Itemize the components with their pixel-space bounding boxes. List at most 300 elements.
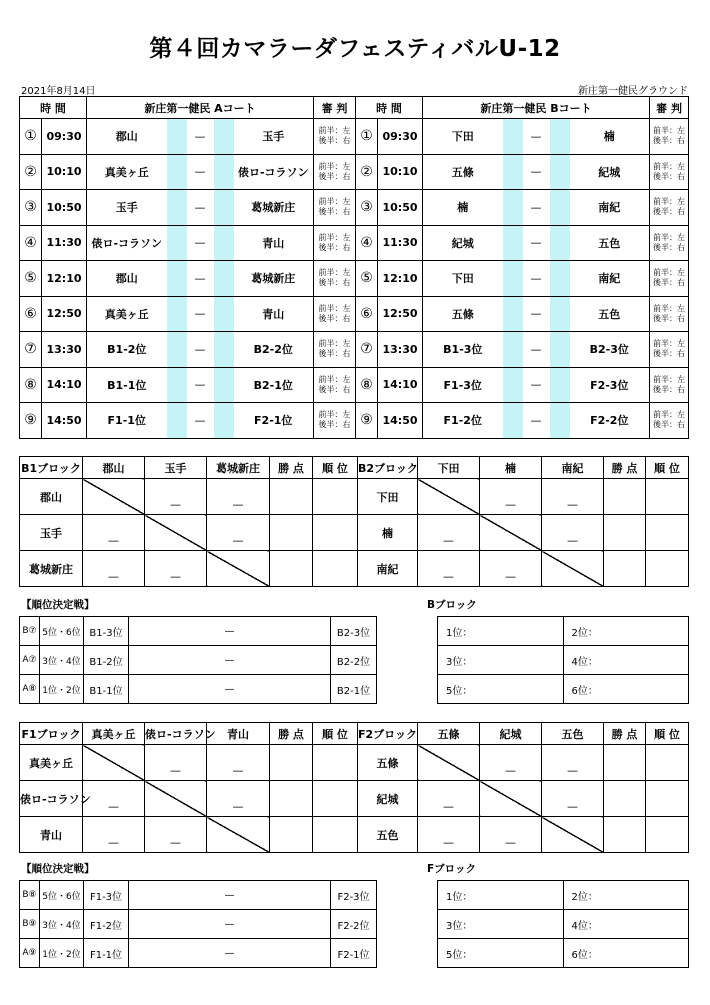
vs-dash: — <box>523 190 550 226</box>
league-row <box>358 515 689 551</box>
referee-cell <box>650 261 689 297</box>
vs-dash: — <box>187 296 214 332</box>
ref-second-half: 後半：右 <box>318 278 351 288</box>
f-final-table <box>19 880 377 968</box>
match-number: ⑥ <box>356 296 378 332</box>
score-away-cell <box>214 367 234 403</box>
rank-cell <box>313 479 358 515</box>
result-cell: — <box>418 551 480 587</box>
row-team: 俵ロ-コラソン <box>20 781 83 817</box>
vs-dash: — <box>523 296 550 332</box>
block-name: F2ブロック <box>358 723 418 745</box>
court-a-header: 新庄第一健民 Aコート <box>87 97 314 119</box>
placement-label: 5位・6位 <box>40 881 84 910</box>
vs-dash: — <box>129 910 331 939</box>
schedule-row <box>20 403 689 439</box>
rank-cell <box>313 515 358 551</box>
match-number: ④ <box>356 225 378 261</box>
league-row <box>358 781 689 817</box>
rank-header: 順 位 <box>313 723 358 745</box>
rank-row <box>438 910 689 939</box>
match-time: 12:10 <box>42 261 87 297</box>
points-cell <box>604 515 646 551</box>
column-team: 郡山 <box>83 457 145 479</box>
placement-label: 5位・6位 <box>40 617 84 646</box>
f-block-label: Fブロック <box>427 863 476 875</box>
self-match-diagonal <box>480 515 542 551</box>
ref-second-half: 後半：右 <box>653 242 686 252</box>
vs-dash: — <box>129 675 331 704</box>
ref-second-half: 後半：右 <box>653 171 686 181</box>
vs-dash: — <box>187 190 214 226</box>
ref-second-half: 後半：右 <box>318 349 351 359</box>
referee-cell <box>650 154 689 190</box>
rank-slot: 4位： <box>563 910 689 939</box>
score-home-cell <box>167 261 187 297</box>
final-home-team: B1-2位 <box>84 646 129 675</box>
home-team: 五條 <box>423 296 503 332</box>
league-row <box>358 817 689 853</box>
final-match-row <box>20 939 377 968</box>
match-time: 14:50 <box>378 403 423 439</box>
b-final-label: 【順位決定戦】 <box>21 599 95 611</box>
match-code: A⑨ <box>20 939 40 968</box>
match-number: ⑧ <box>356 367 378 403</box>
ref-second-half: 後半：右 <box>653 384 686 394</box>
away-team: B2-2位 <box>234 332 314 368</box>
time-header: 時 間 <box>356 97 423 119</box>
block-name: B1ブロック <box>20 457 83 479</box>
away-team: 青山 <box>234 225 314 261</box>
match-time: 13:30 <box>378 332 423 368</box>
final-home-team: F1-2位 <box>84 910 129 939</box>
league-row <box>358 745 689 781</box>
rank-row <box>438 881 689 910</box>
match-code: B⑦ <box>20 617 40 646</box>
column-team: 楠 <box>480 457 542 479</box>
final-away-team: F2-3位 <box>331 881 377 910</box>
away-team: 南紀 <box>570 190 650 226</box>
match-time: 14:50 <box>42 403 87 439</box>
result-cell: — <box>83 817 145 853</box>
rank-header: 順 位 <box>313 457 358 479</box>
referee-cell <box>650 367 689 403</box>
row-team: 真美ヶ丘 <box>20 745 83 781</box>
points-header: 勝 点 <box>604 723 646 745</box>
match-time: 11:30 <box>378 225 423 261</box>
schedule-row <box>20 296 689 332</box>
final-match-row <box>20 910 377 939</box>
column-team: 紀城 <box>480 723 542 745</box>
score-home-cell <box>503 154 523 190</box>
score-home-cell <box>167 154 187 190</box>
ref-first-half: 前半：左 <box>653 232 686 242</box>
league-row <box>20 515 358 551</box>
points-cell <box>604 745 646 781</box>
ref-first-half: 前半：左 <box>653 410 686 420</box>
league-table-f2 <box>357 722 689 853</box>
home-team: 玉手 <box>87 190 167 226</box>
final-home-team: F1-1位 <box>84 939 129 968</box>
row-team: 青山 <box>20 817 83 853</box>
vs-dash: — <box>523 119 550 155</box>
final-away-team: F2-2位 <box>331 910 377 939</box>
vs-dash: — <box>129 939 331 968</box>
league-table-f1 <box>19 722 358 853</box>
ref-second-half: 後半：右 <box>653 278 686 288</box>
match-code: B⑨ <box>20 910 40 939</box>
match-number: ⑥ <box>20 296 42 332</box>
score-away-cell <box>214 225 234 261</box>
ref-second-half: 後半：右 <box>318 171 351 181</box>
match-time: 10:10 <box>42 154 87 190</box>
placement-label: 1位・2位 <box>40 939 84 968</box>
referee-cell <box>650 225 689 261</box>
score-home-cell <box>503 225 523 261</box>
ref-first-half: 前半：左 <box>318 410 351 420</box>
score-away-cell <box>550 190 570 226</box>
away-team: 葛城新庄 <box>234 190 314 226</box>
rank-header: 順 位 <box>646 723 689 745</box>
result-cell: — <box>480 479 542 515</box>
vs-dash: — <box>129 881 331 910</box>
column-team: 真美ヶ丘 <box>83 723 145 745</box>
vs-dash: — <box>187 367 214 403</box>
match-number: ① <box>356 119 378 155</box>
score-away-cell <box>214 190 234 226</box>
vs-dash: — <box>187 332 214 368</box>
rank-cell <box>646 781 689 817</box>
rank-header: 順 位 <box>646 457 689 479</box>
self-match-diagonal <box>207 551 270 587</box>
ref-second-half: 後半：右 <box>653 136 686 146</box>
referee-cell <box>314 261 356 297</box>
points-cell <box>270 745 313 781</box>
league-header-row <box>20 723 358 745</box>
vs-dash: — <box>523 225 550 261</box>
row-team: 郡山 <box>20 479 83 515</box>
match-code: A⑦ <box>20 646 40 675</box>
ref-header: 審 判 <box>314 97 356 119</box>
time-header: 時 間 <box>20 97 87 119</box>
self-match-diagonal <box>418 745 480 781</box>
result-cell: — <box>480 551 542 587</box>
final-home-team: F1-3位 <box>84 881 129 910</box>
ref-second-half: 後半：右 <box>653 207 686 217</box>
score-home-cell <box>167 190 187 226</box>
score-home-cell <box>503 190 523 226</box>
schedule-row <box>20 154 689 190</box>
rank-cell <box>313 781 358 817</box>
match-time: 09:30 <box>42 119 87 155</box>
points-header: 勝 点 <box>270 457 313 479</box>
result-cell: — <box>145 817 207 853</box>
ref-first-half: 前半：左 <box>653 339 686 349</box>
referee-cell <box>650 119 689 155</box>
column-team: 葛城新庄 <box>207 457 270 479</box>
result-cell: — <box>418 817 480 853</box>
result-cell: — <box>207 479 270 515</box>
ref-first-half: 前半：左 <box>653 374 686 384</box>
league-row <box>20 781 358 817</box>
home-team: 紀城 <box>423 225 503 261</box>
final-away-team: B2-1位 <box>331 675 377 704</box>
vs-dash: — <box>523 332 550 368</box>
ref-second-half: 後半：右 <box>318 242 351 252</box>
ref-first-half: 前半：左 <box>318 303 351 313</box>
result-cell: — <box>542 515 604 551</box>
home-team: F1-3位 <box>423 367 503 403</box>
away-team: F2-1位 <box>234 403 314 439</box>
points-cell <box>604 479 646 515</box>
final-home-team: B1-1位 <box>84 675 129 704</box>
rank-slot: 2位： <box>563 617 689 646</box>
b-rank-table <box>437 616 689 704</box>
self-match-diagonal <box>542 551 604 587</box>
rank-slot: 6位： <box>563 939 689 968</box>
final-match-row <box>20 675 377 704</box>
result-cell: — <box>542 745 604 781</box>
home-team: 郡山 <box>87 261 167 297</box>
score-home-cell <box>167 225 187 261</box>
referee-cell <box>650 403 689 439</box>
column-team: 五色 <box>542 723 604 745</box>
score-away-cell <box>214 332 234 368</box>
league-table-b1 <box>19 456 358 587</box>
home-team: B1-1位 <box>87 367 167 403</box>
ref-first-half: 前半：左 <box>653 268 686 278</box>
league-header-row <box>358 457 689 479</box>
score-away-cell <box>214 261 234 297</box>
match-time: 11:30 <box>42 225 87 261</box>
row-team: 葛城新庄 <box>20 551 83 587</box>
referee-cell <box>650 332 689 368</box>
match-number: ② <box>20 154 42 190</box>
rank-slot: 2位： <box>563 881 689 910</box>
rank-cell <box>313 745 358 781</box>
rank-cell <box>646 479 689 515</box>
result-cell: — <box>207 515 270 551</box>
event-date: 2021年8月14日 <box>21 86 96 97</box>
self-match-diagonal <box>207 817 270 853</box>
vs-dash: — <box>187 154 214 190</box>
rank-slot: 1位： <box>438 881 564 910</box>
referee-cell <box>650 296 689 332</box>
self-match-diagonal <box>480 781 542 817</box>
self-match-diagonal <box>83 479 145 515</box>
points-cell <box>604 781 646 817</box>
score-away-cell <box>550 332 570 368</box>
away-team: 紀城 <box>570 154 650 190</box>
score-away-cell <box>214 296 234 332</box>
rank-row <box>438 939 689 968</box>
score-home-cell <box>167 403 187 439</box>
score-home-cell <box>503 261 523 297</box>
result-cell: — <box>207 745 270 781</box>
ref-first-half: 前半：左 <box>318 268 351 278</box>
row-team: 楠 <box>358 515 418 551</box>
row-team: 下田 <box>358 479 418 515</box>
score-home-cell <box>503 403 523 439</box>
placement-label: 3位・4位 <box>40 910 84 939</box>
points-cell <box>604 817 646 853</box>
match-time: 14:10 <box>42 367 87 403</box>
block-name: F1ブロック <box>20 723 83 745</box>
match-time: 10:50 <box>42 190 87 226</box>
match-number: ⑤ <box>356 261 378 297</box>
b-block-label: Bブロック <box>427 599 477 611</box>
vs-dash: — <box>129 617 331 646</box>
score-home-cell <box>167 367 187 403</box>
home-team: 五條 <box>423 154 503 190</box>
ref-second-half: 後半：右 <box>653 349 686 359</box>
home-team: 俵ロ-コラソン <box>87 225 167 261</box>
schedule-row <box>20 332 689 368</box>
result-cell: — <box>207 781 270 817</box>
ref-first-half: 前半：左 <box>318 126 351 136</box>
referee-cell <box>314 119 356 155</box>
rank-row <box>438 617 689 646</box>
match-time: 12:10 <box>378 261 423 297</box>
match-number: ④ <box>20 225 42 261</box>
column-team: 俵ロ-コラソン <box>145 723 207 745</box>
result-cell: — <box>480 745 542 781</box>
ref-first-half: 前半：左 <box>653 161 686 171</box>
league-row <box>20 745 358 781</box>
match-time: 10:50 <box>378 190 423 226</box>
match-number: ⑧ <box>20 367 42 403</box>
self-match-diagonal <box>145 781 207 817</box>
rank-cell <box>646 745 689 781</box>
column-team: 玉手 <box>145 457 207 479</box>
result-cell: — <box>480 817 542 853</box>
schedule-table <box>19 96 689 439</box>
final-match-row <box>20 617 377 646</box>
score-home-cell <box>503 332 523 368</box>
rank-slot: 3位： <box>438 910 564 939</box>
row-team: 五色 <box>358 817 418 853</box>
schedule-row <box>20 119 689 155</box>
placement-label: 1位・2位 <box>40 675 84 704</box>
result-cell: — <box>542 479 604 515</box>
rank-row <box>438 675 689 704</box>
score-away-cell <box>550 261 570 297</box>
page-title: 第４回カマラーダフェスティバルU-12 <box>149 36 561 62</box>
points-header: 勝 点 <box>270 723 313 745</box>
ref-second-half: 後半：右 <box>318 313 351 323</box>
ref-first-half: 前半：左 <box>318 232 351 242</box>
rank-slot: 3位： <box>438 646 564 675</box>
ref-second-half: 後半：右 <box>318 136 351 146</box>
row-team: 五條 <box>358 745 418 781</box>
result-cell: — <box>83 781 145 817</box>
vs-dash: — <box>523 403 550 439</box>
league-row <box>358 479 689 515</box>
self-match-diagonal <box>542 817 604 853</box>
self-match-diagonal <box>83 745 145 781</box>
court-b-header: 新庄第一健民 Bコート <box>423 97 650 119</box>
away-team: B2-3位 <box>570 332 650 368</box>
result-cell: — <box>542 781 604 817</box>
points-header: 勝 点 <box>604 457 646 479</box>
ref-first-half: 前半：左 <box>318 161 351 171</box>
final-match-row <box>20 881 377 910</box>
match-time: 09:30 <box>378 119 423 155</box>
vs-dash: — <box>187 119 214 155</box>
rank-slot: 5位： <box>438 939 564 968</box>
self-match-diagonal <box>418 479 480 515</box>
match-number: ⑨ <box>20 403 42 439</box>
vs-dash: — <box>523 261 550 297</box>
final-away-team: B2-3位 <box>331 617 377 646</box>
result-cell: — <box>145 551 207 587</box>
match-number: ⑦ <box>20 332 42 368</box>
league-row <box>20 479 358 515</box>
vs-dash: — <box>523 154 550 190</box>
score-home-cell <box>503 367 523 403</box>
referee-cell <box>314 225 356 261</box>
ref-header: 審 判 <box>650 97 689 119</box>
home-team: 真美ヶ丘 <box>87 154 167 190</box>
vs-dash: — <box>523 367 550 403</box>
result-cell: — <box>418 781 480 817</box>
match-time: 12:50 <box>378 296 423 332</box>
score-home-cell <box>503 119 523 155</box>
final-away-team: B2-2位 <box>331 646 377 675</box>
score-away-cell <box>550 403 570 439</box>
row-team: 玉手 <box>20 515 83 551</box>
away-team: 葛城新庄 <box>234 261 314 297</box>
match-time: 12:50 <box>42 296 87 332</box>
score-away-cell <box>214 119 234 155</box>
score-away-cell <box>214 403 234 439</box>
schedule-row <box>20 225 689 261</box>
vs-dash: — <box>187 225 214 261</box>
score-away-cell <box>550 225 570 261</box>
points-cell <box>270 781 313 817</box>
score-away-cell <box>214 154 234 190</box>
match-number: ⑦ <box>356 332 378 368</box>
schedule-row <box>20 261 689 297</box>
rank-row <box>438 646 689 675</box>
points-cell <box>270 479 313 515</box>
home-team: B1-3位 <box>423 332 503 368</box>
ref-first-half: 前半：左 <box>318 374 351 384</box>
placement-label: 3位・4位 <box>40 646 84 675</box>
score-away-cell <box>550 154 570 190</box>
column-team: 南紀 <box>542 457 604 479</box>
result-cell: — <box>418 515 480 551</box>
schedule-header-row <box>20 97 689 119</box>
ref-second-half: 後半：右 <box>318 384 351 394</box>
match-time: 14:10 <box>378 367 423 403</box>
match-number: ⑤ <box>20 261 42 297</box>
points-cell <box>270 551 313 587</box>
away-team: 南紀 <box>570 261 650 297</box>
score-home-cell <box>167 296 187 332</box>
f-final-label: 【順位決定戦】 <box>21 863 95 875</box>
rank-cell <box>313 551 358 587</box>
match-time: 10:10 <box>378 154 423 190</box>
ref-first-half: 前半：左 <box>653 197 686 207</box>
referee-cell <box>650 190 689 226</box>
score-home-cell <box>167 332 187 368</box>
column-team: 五條 <box>418 723 480 745</box>
f-rank-table <box>437 880 689 968</box>
away-team: F2-2位 <box>570 403 650 439</box>
result-cell: — <box>145 745 207 781</box>
final-away-team: F2-1位 <box>331 939 377 968</box>
